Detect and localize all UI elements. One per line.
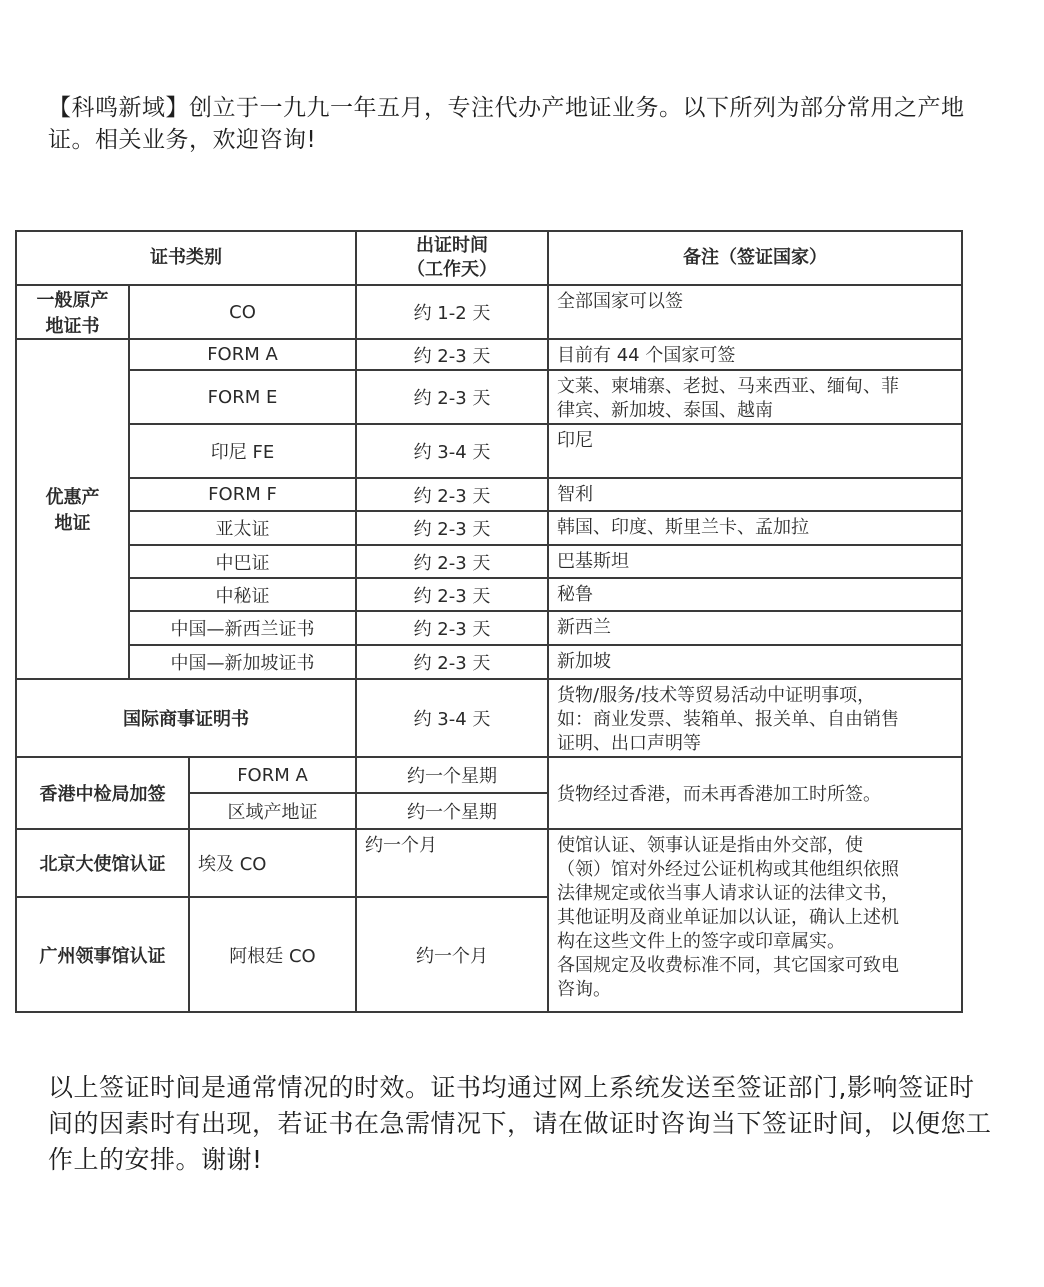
cert-time: 约 2-3 天: [356, 511, 548, 545]
table-row: [16, 424, 962, 478]
table-row: [16, 339, 962, 370]
cert-note: 新西兰: [548, 611, 962, 645]
cert-time: 约 2-3 天: [356, 370, 548, 424]
cert-name: 中国—新西兰证书: [129, 611, 356, 645]
cert-name: FORM E: [129, 370, 356, 424]
cert-name: 中巴证: [129, 545, 356, 578]
group-beijing-embassy: 北京大使馆认证: [16, 829, 189, 897]
cert-name: 印尼 FE: [129, 424, 356, 478]
cert-name: FORM A: [189, 757, 356, 793]
table-row: [16, 511, 962, 545]
cert-time: 约 2-3 天: [356, 339, 548, 370]
cert-name: 中国—新加坡证书: [129, 645, 356, 679]
table-row: [16, 611, 962, 645]
group-guangzhou-consulate: 广州领事馆认证: [16, 897, 189, 1012]
header-category: 证书类别: [16, 231, 356, 285]
cert-note: 使馆认证、领事认证是指由外交部，使 （领）馆对外经过公证机构或其他组织依照 法律规定或依当事人请求认证的法律文书， 其他证明及商业单证加以认证，确认上述机 构在这些文件上的签字或印章属实。 各国规定及收费标准不同，其它国家可致电 咨询。: [548, 829, 962, 1012]
cert-note: 货物/服务/技术等贸易活动中证明事项， 如：商业发票、装箱单、报关单、自由销售 证明、出口声明等: [548, 679, 962, 757]
cert-note: 智利: [548, 478, 962, 511]
cert-time: 约 3-4 天: [356, 424, 548, 478]
table-row: [16, 757, 962, 793]
cert-name: 埃及 CO: [189, 829, 356, 897]
cert-name: FORM F: [129, 478, 356, 511]
cert-name: CO: [129, 285, 356, 339]
cert-note: 秘鲁: [548, 578, 962, 611]
cert-note: 印尼: [548, 424, 962, 478]
cert-time: 约 3-4 天: [356, 679, 548, 757]
cert-time: 约 1-2 天: [356, 285, 548, 339]
cert-name: 阿根廷 CO: [189, 897, 356, 1012]
cert-name: 中秘证: [129, 578, 356, 611]
table-row: [16, 370, 962, 424]
table-row: [16, 578, 962, 611]
cert-time: 约一个月: [356, 829, 548, 897]
cert-note: 目前有 44 个国家可签: [548, 339, 962, 370]
group-preferential: 优惠产 地证: [16, 339, 129, 679]
cert-name: 国际商事证明书: [16, 679, 356, 757]
certificate-table: [15, 230, 963, 1013]
header-notes: 备注（签证国家）: [548, 231, 962, 285]
cert-note: 文莱、柬埔寨、老挝、马来西亚、缅甸、菲 律宾、新加坡、泰国、越南: [548, 370, 962, 424]
cert-time: 约 2-3 天: [356, 478, 548, 511]
cert-time: 约一个星期: [356, 793, 548, 829]
cert-name: FORM A: [129, 339, 356, 370]
table-row: [16, 285, 962, 339]
cert-note: 新加坡: [548, 645, 962, 679]
table-row: [16, 645, 962, 679]
table-row: [16, 679, 962, 757]
table-row: [16, 545, 962, 578]
cert-name: 亚太证: [129, 511, 356, 545]
header-time: 出证时间 （工作天）: [356, 231, 548, 285]
cert-time: 约 2-3 天: [356, 645, 548, 679]
group-hongkong: 香港中检局加签: [16, 757, 189, 829]
table-row: [16, 829, 962, 897]
cert-name: 区域产地证: [189, 793, 356, 829]
footer-paragraph: 以上签证时间是通常情况的时效。证书均通过网上系统发送至签证部门,影响签证时间的因素时有出现，若证书在急需情况下，请在做证时咨询当下签证时间，以便您工作上的安排。谢谢!: [48, 1073, 992, 1174]
table-header-row: [16, 231, 962, 285]
cert-time: 约一个月: [356, 897, 548, 1012]
cert-note: 货物经过香港，而未再香港加工时所签。: [548, 757, 962, 829]
cert-note: 韩国、印度、斯里兰卡、孟加拉: [548, 511, 962, 545]
intro-paragraph: 【科鸣新域】创立于一九九一年五月，专注代办产地证业务。以下所列为部分常用之产地证。相关业务，欢迎咨询!: [48, 95, 965, 153]
group-general: 一般原产 地证书: [16, 285, 129, 339]
table-row: [16, 478, 962, 511]
cert-note: 全部国家可以签: [548, 285, 962, 339]
cert-time: 约 2-3 天: [356, 545, 548, 578]
cert-time: 约 2-3 天: [356, 578, 548, 611]
cert-time: 约 2-3 天: [356, 611, 548, 645]
cert-note: 巴基斯坦: [548, 545, 962, 578]
cert-time: 约一个星期: [356, 757, 548, 793]
